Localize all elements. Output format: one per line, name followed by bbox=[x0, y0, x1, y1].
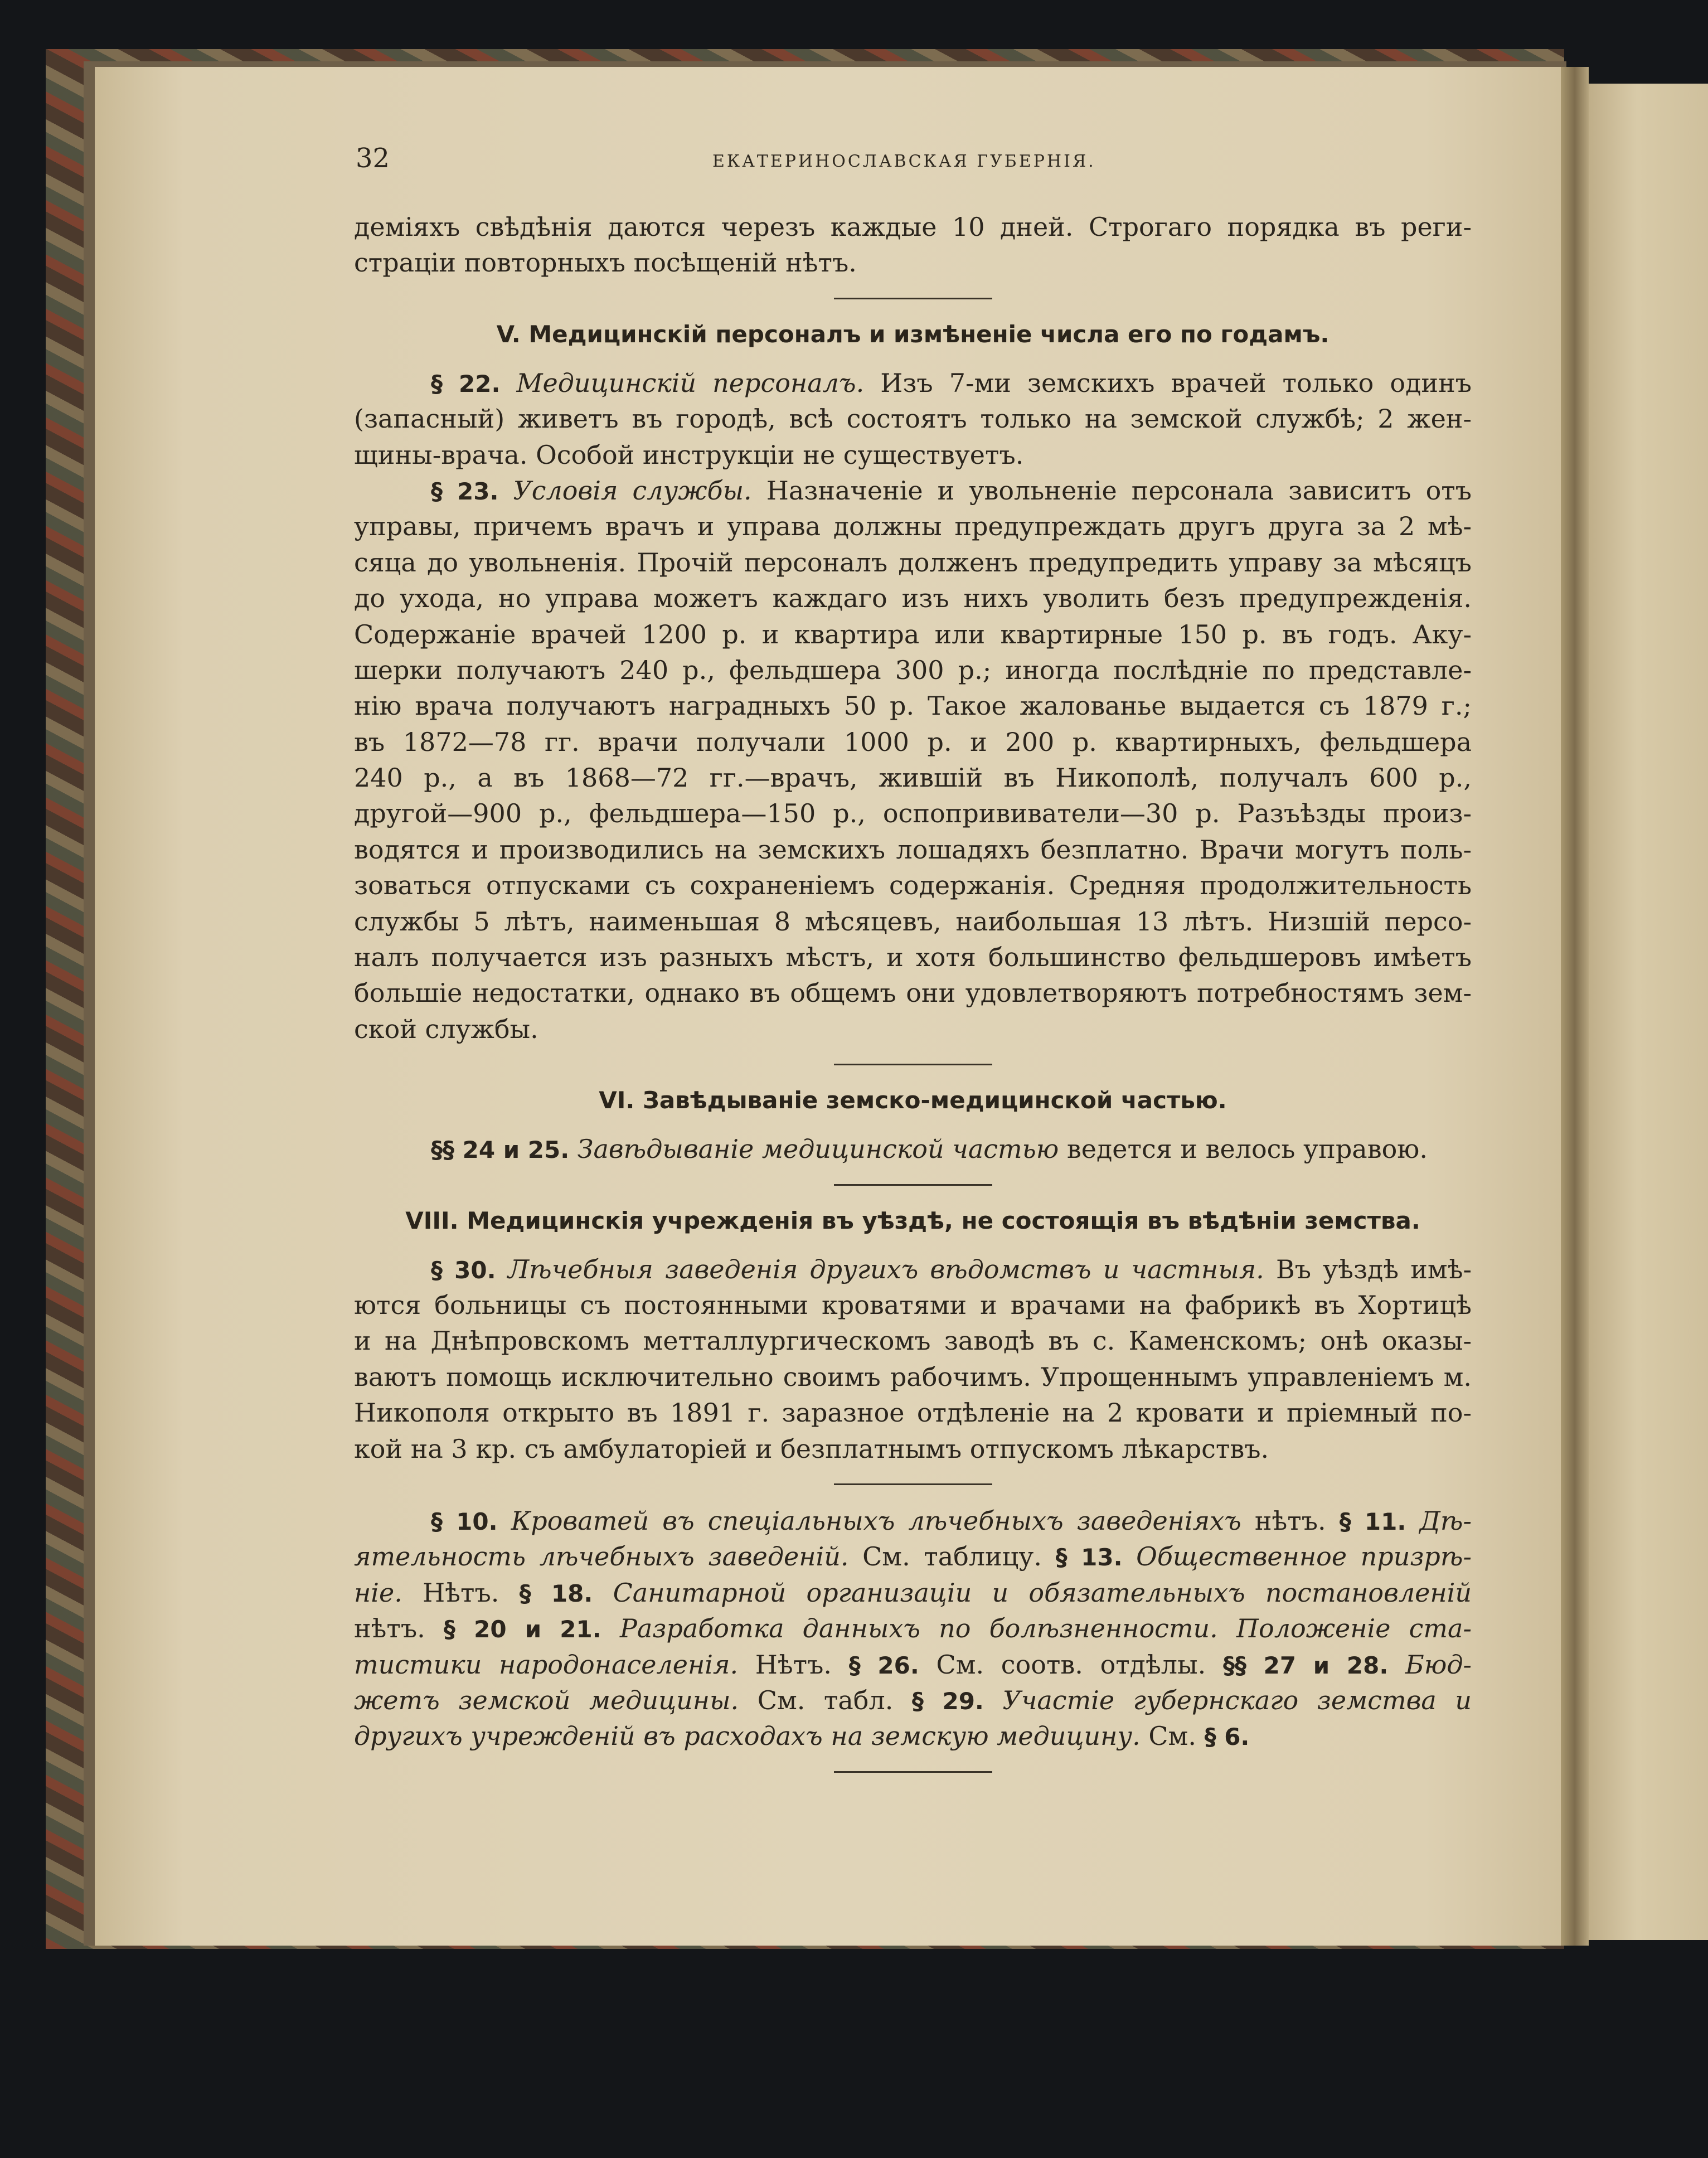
text-line: водятся и производились на земскихъ лошадяхъ безплатно. Врачи могутъ поль- bbox=[354, 834, 1472, 865]
paragraph-heading: Дѣ- bbox=[1419, 1505, 1472, 1536]
text-line: налъ получается изъ разныхъ мѣстъ, и хотя большинство фельдшеровъ имѣетъ bbox=[354, 942, 1472, 973]
section-divider bbox=[834, 1184, 992, 1186]
text-line: страціи повторныхъ посѣщеній нѣтъ. bbox=[354, 248, 857, 278]
summary-line bbox=[354, 1539, 1472, 1574]
text-line: Никополя открыто въ 1891 г. заразное отдѣленіе на 2 кровати и пріемный по- bbox=[354, 1398, 1472, 1428]
paragraph-text: Изъ 7-ми земскихъ врачей только одинъ bbox=[880, 367, 1472, 398]
text-line: ваютъ помощь исключительно своимъ рабочимъ. Упрощеннымъ управленіемъ м. bbox=[354, 1361, 1472, 1392]
summary-line bbox=[354, 1611, 1472, 1646]
paragraph-heading: Бюд- bbox=[1405, 1649, 1472, 1680]
paragraph-heading: Лѣчебныя заведенія другихъ вѣдомствъ и частныя. bbox=[507, 1254, 1264, 1284]
paragraph-text: Нѣтъ. bbox=[755, 1649, 832, 1680]
paragraph-24-line bbox=[354, 1131, 1472, 1167]
page-header bbox=[356, 143, 1471, 176]
paragraph-heading: тистики народонаселенія. bbox=[354, 1649, 739, 1680]
paragraph-heading: Условія службы. bbox=[513, 475, 752, 506]
section-divider bbox=[834, 1483, 992, 1485]
paragraph-number: §§ 24 и 25. bbox=[431, 1136, 570, 1164]
text-line: и на Днѣпровскомъ метталлургическомъ заводѣ въ с. Каменскомъ; онѣ оказы- bbox=[354, 1326, 1472, 1356]
text-line: до ухода, но управа можетъ каждаго изъ нихъ уволить безъ предупрежденія. bbox=[354, 583, 1472, 614]
paragraph-heading: Участіе губернскаго земства и bbox=[1002, 1685, 1472, 1715]
text-line: большіе недостатки, однако въ общемъ они удовлетворяютъ потребностямъ зем- bbox=[354, 978, 1472, 1008]
paragraph-number: § 22. bbox=[431, 370, 501, 397]
paragraph-heading: Разработка данныхъ по болѣзненности. Положеніе ста- bbox=[619, 1613, 1472, 1644]
text-line: Содержаніе врачей 1200 р. и квартира или квартирные 150 р. въ годъ. Аку- bbox=[354, 619, 1472, 649]
paragraph-heading: ятельность лѣчебныхъ заведеній. bbox=[354, 1541, 849, 1572]
paragraph-number: § 29. bbox=[911, 1687, 984, 1715]
text-line: ской службы. bbox=[354, 1013, 538, 1044]
page-body bbox=[354, 209, 1472, 1791]
paragraph-number: § 23. bbox=[431, 477, 499, 505]
paragraph-number: § 6. bbox=[1204, 1723, 1250, 1751]
paragraph-text: ведется и велось управою. bbox=[1066, 1134, 1428, 1165]
paragraph-number: §§ 27 и 28. bbox=[1222, 1651, 1389, 1679]
paragraph-text: См. соотв. отдѣлы. bbox=[936, 1649, 1206, 1680]
paragraph-number: § 11. bbox=[1339, 1507, 1406, 1535]
paragraph-22-first-line bbox=[354, 365, 1472, 401]
paragraph-23-first-line bbox=[354, 473, 1472, 508]
paragraph-text: нѣтъ. bbox=[1254, 1505, 1326, 1536]
paragraph-text: См. табл. bbox=[757, 1685, 894, 1715]
text-line: (запасный) живетъ въ городѣ, всѣ состоятъ только на земской службѣ; 2 жен- bbox=[354, 404, 1472, 434]
paragraph-number: § 18. bbox=[519, 1579, 593, 1607]
text-line: зоваться отпусками съ сохраненіемъ содержанія. Средняя продолжительность bbox=[354, 870, 1472, 901]
text-line: кой на 3 кр. съ амбулаторіей и безплатнымъ отпускомъ лѣкарствъ. bbox=[354, 1433, 1269, 1464]
section-title-viii: VIII. Медицинскія учрежденія въ уѣздѣ, не состоящія въ вѣдѣніи земства. bbox=[405, 1206, 1420, 1234]
end-divider bbox=[834, 1771, 992, 1773]
summary-line bbox=[354, 1718, 1472, 1754]
page-number: 32 bbox=[356, 143, 390, 174]
paragraph-heading: Медицинскій персоналъ. bbox=[516, 367, 865, 398]
paragraph-heading: Завѣдываніе медицинской частью bbox=[577, 1134, 1059, 1165]
paragraph-text: См. таблицу. bbox=[862, 1541, 1042, 1572]
text-line: службы 5 лѣтъ, наименьшая 8 мѣсяцевъ, наибольшая 13 лѣтъ. Низшій персо- bbox=[354, 906, 1472, 937]
section-title-v: V. Медицинскій персоналъ и измѣненіе числа его по годамъ. bbox=[496, 320, 1329, 348]
text-line: нію врача получаютъ наградныхъ 50 р. Такое жалованье выдается съ 1879 г.; bbox=[354, 691, 1472, 721]
text-line: ются больницы съ постоянными кроватями и врачами на фабрикѣ въ Хортицѣ bbox=[354, 1289, 1472, 1320]
paragraph-number: § 26. bbox=[848, 1651, 919, 1679]
paragraph-text: нѣтъ. bbox=[354, 1613, 425, 1644]
paragraph-text: Назначеніе и увольненіе персонала зависитъ отъ bbox=[766, 475, 1472, 506]
section-title-vi: VI. Завѣдываніе земско-медицинской частью. bbox=[599, 1087, 1227, 1114]
paragraph-heading: другихъ учрежденій въ расходахъ на земскую медицину. bbox=[354, 1721, 1141, 1752]
text-line: сяца до увольненія. Прочій персоналъ долженъ предупредить управу за мѣсяцъ bbox=[354, 547, 1472, 578]
paragraph-text: См. bbox=[1148, 1721, 1196, 1752]
text-line: щины-врача. Особой инструкціи не существуетъ. bbox=[354, 439, 1024, 470]
paragraph-heading: ніе. bbox=[354, 1577, 402, 1608]
paragraph-text: Нѣтъ. bbox=[423, 1577, 499, 1608]
running-head: ЕКАТЕРИНОСЛАВСКАЯ ГУБЕРНІЯ. bbox=[712, 152, 1096, 171]
summary-line bbox=[354, 1503, 1472, 1539]
text-line: шерки получаютъ 240 р., фельдшера 300 р.; иногда послѣдніе по представле- bbox=[354, 654, 1472, 685]
paragraph-heading: Кроватей въ спеціальныхъ лѣчебныхъ заведеніяхъ bbox=[511, 1505, 1241, 1536]
summary-line bbox=[354, 1575, 1472, 1611]
paragraph-number: § 10. bbox=[431, 1507, 498, 1535]
paragraph-number: § 30. bbox=[431, 1256, 496, 1284]
paragraph-30-first-line bbox=[354, 1252, 1472, 1287]
paragraph-heading: Санитарной организаціи и обязательныхъ постановленій bbox=[613, 1577, 1472, 1608]
section-divider bbox=[834, 298, 992, 299]
text-line: другой—900 р., фельдшера—150 р., оспопрививатели—30 р. Разъѣзды произ- bbox=[354, 798, 1472, 829]
paragraph-heading: Общественное призрѣ- bbox=[1136, 1541, 1472, 1572]
text-line: въ 1872—78 гг. врачи получали 1000 р. и 200 р. квартирныхъ, фельдшера bbox=[354, 726, 1472, 757]
summary-line bbox=[354, 1647, 1472, 1682]
text-line: деміяхъ свѣдѣнія даются черезъ каждые 10 дней. Строгаго порядка въ реги- bbox=[354, 212, 1472, 242]
paragraph-number: § 20 и 21. bbox=[443, 1616, 601, 1643]
page-gutter bbox=[1561, 67, 1589, 1946]
paragraph-text: Въ уѣздѣ имѣ- bbox=[1275, 1254, 1472, 1284]
section-divider bbox=[834, 1064, 992, 1065]
summary-line bbox=[354, 1682, 1472, 1718]
paragraph-heading: жетъ земской медицины. bbox=[354, 1685, 739, 1715]
text-line: управы, причемъ врачъ и управа должны предупреждать другъ друга за 2 мѣ- bbox=[354, 511, 1472, 542]
next-page-edge bbox=[1589, 84, 1708, 1940]
paragraph-number: § 13. bbox=[1055, 1544, 1123, 1572]
text-line: 240 р., а въ 1868—72 гг.—врачъ, жившій въ Никополѣ, получалъ 600 р., bbox=[354, 763, 1472, 793]
